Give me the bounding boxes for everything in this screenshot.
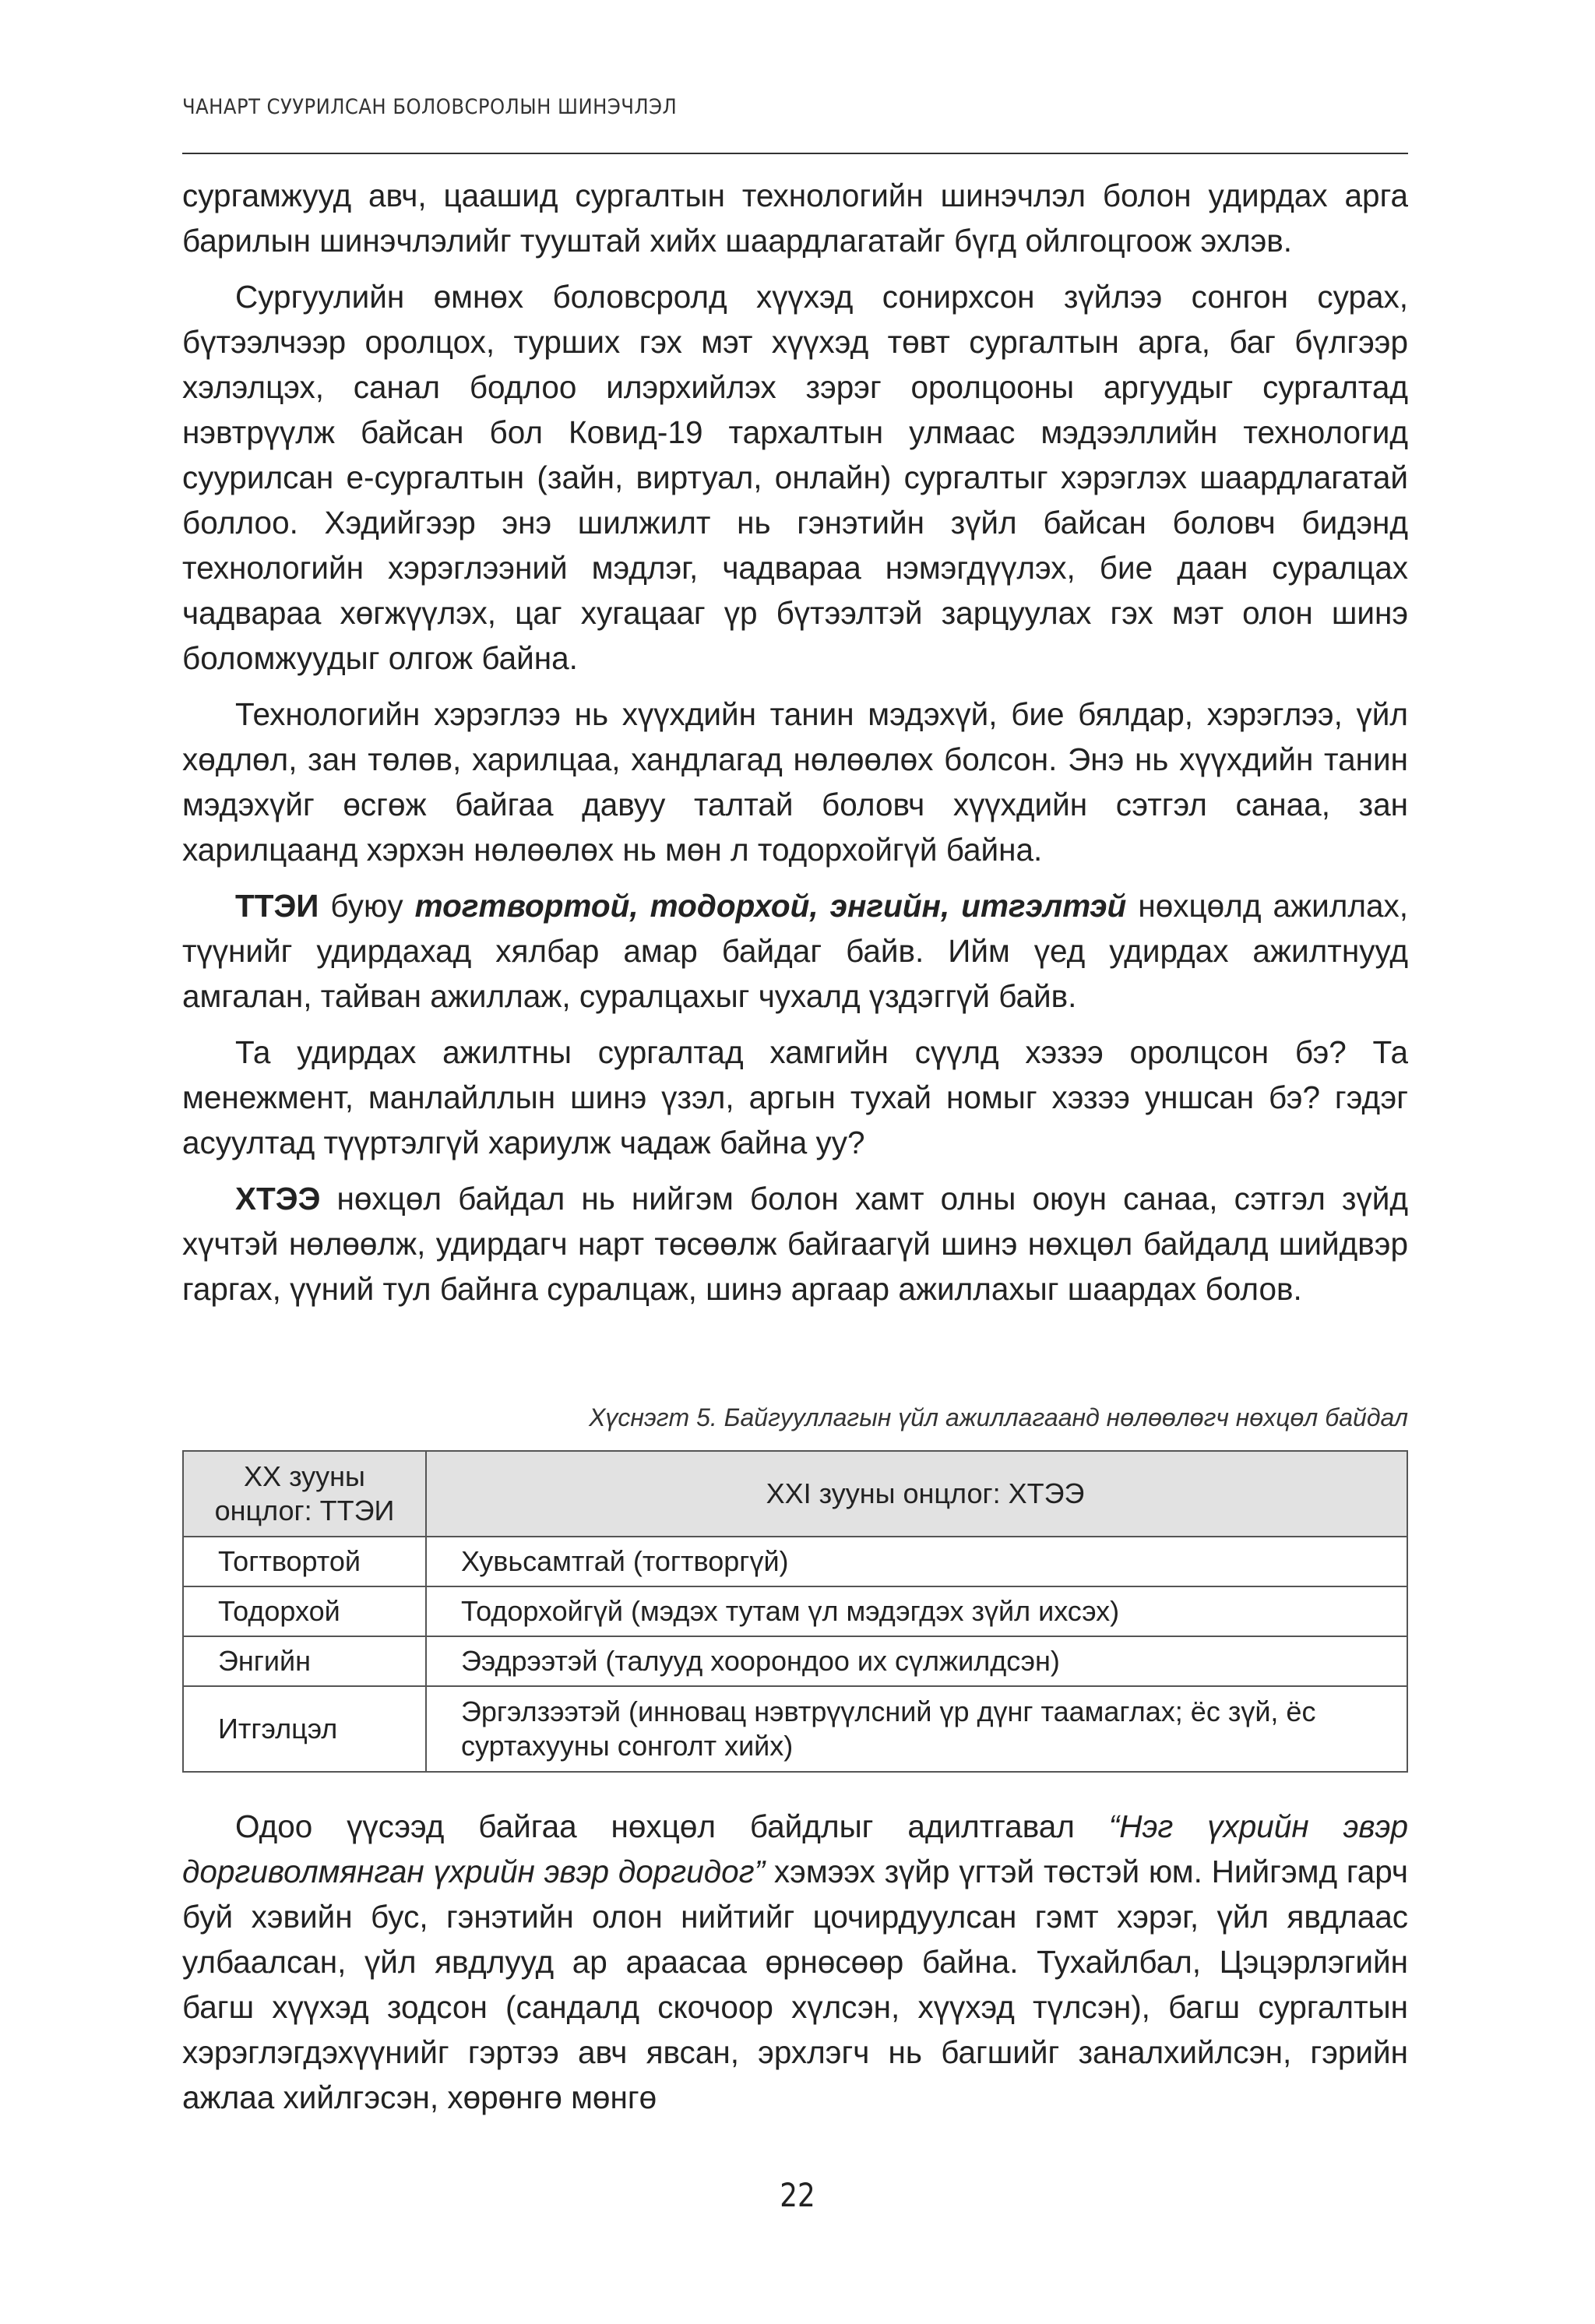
table-cell-description: Эргэлзээтэй (инновац нэвтрүүлсний үр дүнг таамаглах; ёс зүй, ёс суртахууны сонголт хийх) (426, 1686, 1407, 1772)
table-row (183, 1636, 1407, 1686)
paragraph-4 (182, 883, 1408, 1019)
table-cell-term: Итгэлцэл (183, 1686, 426, 1772)
term-ttei-definition: тогтвортой, тодорхой, энгийн, итгэлтэй (414, 888, 1127, 924)
paragraph-6 (182, 1176, 1408, 1312)
running-header: ЧАНАРТ СУУРИЛСАН БОЛОВСРОЛЫН ШИНЭЧЛЭЛ (182, 95, 678, 119)
page-number: 22 (780, 2176, 815, 2214)
paragraph-5: Та удирдах ажилтны сургалтад хамгийн сүүлд хэзээ оролцсон бэ? Та менежмент, манлайллын шинэ үзэл, аргын тухай номыг хэзээ уншсан бэ? гэдэг асуултад түүртэлгүй хариулж чадаж байна уу? (182, 1034, 1408, 1160)
table-header-row (183, 1451, 1407, 1537)
table-header-col1: XX зууны онцлог: ТТЭИ (183, 1451, 426, 1537)
table-cell-description: Ээдрээтэй (талууд хоорондоо их сүлжилдсэн) (426, 1636, 1407, 1686)
comparison-table (182, 1450, 1408, 1773)
paragraph-1: сургамжууд авч, цаашид сургалтын технологийн шинэчлэл болон удирдах арга барилын шинэчлэлийг тууштай хийх шаардлагатайг бүгд ойлгоцгоож эхлэв. (182, 178, 1408, 259)
header-rule (182, 153, 1408, 154)
paragraph-7-lead: Одоо үүсээд байгаа нөхцөл байдлыг адилтгавал (235, 1808, 1109, 1844)
table-caption: Хүснэгт 5. Байгууллагын үйл ажиллагаанд нөлөөлөгч нөхцөл байдал (589, 1403, 1408, 1431)
paragraph-4-text: нөхцөлд ажиллах, түүнийг удирдахад хялбар амар байдаг байв. Ийм үед удирдах ажилтнууд амгалан, тайван ажиллаж, суралцахыг чухалд үздэггүй байв. (182, 888, 1409, 1014)
table-row (183, 1586, 1407, 1636)
paragraph-4-connector: буюу (319, 888, 415, 924)
paragraph-7 (182, 1804, 1408, 2120)
table-cell-description: Тодорхойгүй (мэдэх тутам үл мэдэгдэх зүйл ихсэх) (426, 1586, 1407, 1636)
paragraph-2: Сургуулийн өмнөх боловсролд хүүхэд сонирхсон зүйлээ сонгон сурах, бүтээлчээр оролцох, турших гэх мэт хүүхэд төвт сургалтын арга, баг бүлгээр хэлэлцэх, санал бодлоо илэрхийлэх зэрэг оролцооны аргуудыг сургалтад нэвтрүүлж байсан бол Ковид-19 тархалтын улмаас мэдээллийн технологид суурилсан е-сургалтын (зайн, виртуал, онлайн) сургалтыг хэрэглэх шаардлагатай боллоо. Хэдийгээр энэ шилжилт нь гэнэтийн зүйл байсан боловч бидэнд технологийн хэрэглээний мэдлэг, чадвараа нэмэгдүүлэх, бие даан суралцах чадвараа хөгжүүлэх, цаг хугацааг үр бүтээлтэй зарцуулах гэх мэт олон шинэ боломжуудыг олгож байна. (182, 279, 1408, 676)
table-row (183, 1686, 1407, 1772)
body-text-upper (182, 173, 1408, 1312)
paragraph-3: Технологийн хэрэглээ нь хүүхдийн танин мэдэхүй, бие бялдар, хэрэглээ, үйл хөдлөл, зан төлөв, харилцаа, хандлагад нөлөөлөх болсон. Энэ нь хүүхдийн танин мэдэхүйг өсгөж байгаа давуу талтай боловч хүүхдийн сэтгэл санаа, зан харилцаанд хэрхэн нөлөөлөх нь мөн л тодорхойгүй байна. (182, 696, 1408, 868)
table-cell-term: Тодорхой (183, 1586, 426, 1636)
table-header-col2: XXI зууны онцлог: ХТЭЭ (426, 1451, 1407, 1537)
term-khtee: ХТЭЭ (235, 1181, 321, 1217)
term-ttei: ТТЭИ (235, 888, 319, 924)
table-row (183, 1537, 1407, 1586)
table-cell-term: Тогтвортой (183, 1537, 426, 1586)
table-cell-term: Энгийн (183, 1636, 426, 1686)
proverb-quote: “Нэг үхрийн эвэр доргиволмянган үхрийн эвэр доргидог” (182, 1808, 1408, 1889)
paragraph-6-text: нөхцөл байдал нь нийгэм болон хамт олны оюун санаа, сэтгэл зүйд хүчтэй нөлөөлж, удирдагч нарт төсөөлж байгаагүй шинэ нөхцөл байдалд шийдвэр гаргах, үүний тул байнга суралцаж, шинэ аргаар ажиллахыг шаардах болов. (182, 1181, 1408, 1307)
body-text-lower (182, 1804, 1408, 2120)
paragraph-7-text: хэмээх зүйр үгтэй төстэй юм. Нийгэмд гарч буй хэвийн бус, гэнэтийн олон нийтийг цочирдуулсан гэмт хэрэг, үйл явдлаас улбаалсан, үйл явдлууд ар араасаа өрнөсөөр байна. Тухайлбал, Цэцэрлэгийн багш хүүхэд зодсон (сандалд скочоор хүлсэн, хүүхэд түлсэн), багш сургалтын хэрэглэгдэхүүнийг гэртээ авч явсан, эрхлэгч нь багшийг заналхийлсэн, гэрийн ажлаа хийлгэсэн, хөрөнгө мөнгө (182, 1854, 1408, 2115)
table-cell-description: Хувьсамтгай (тогтворгүй) (426, 1537, 1407, 1586)
